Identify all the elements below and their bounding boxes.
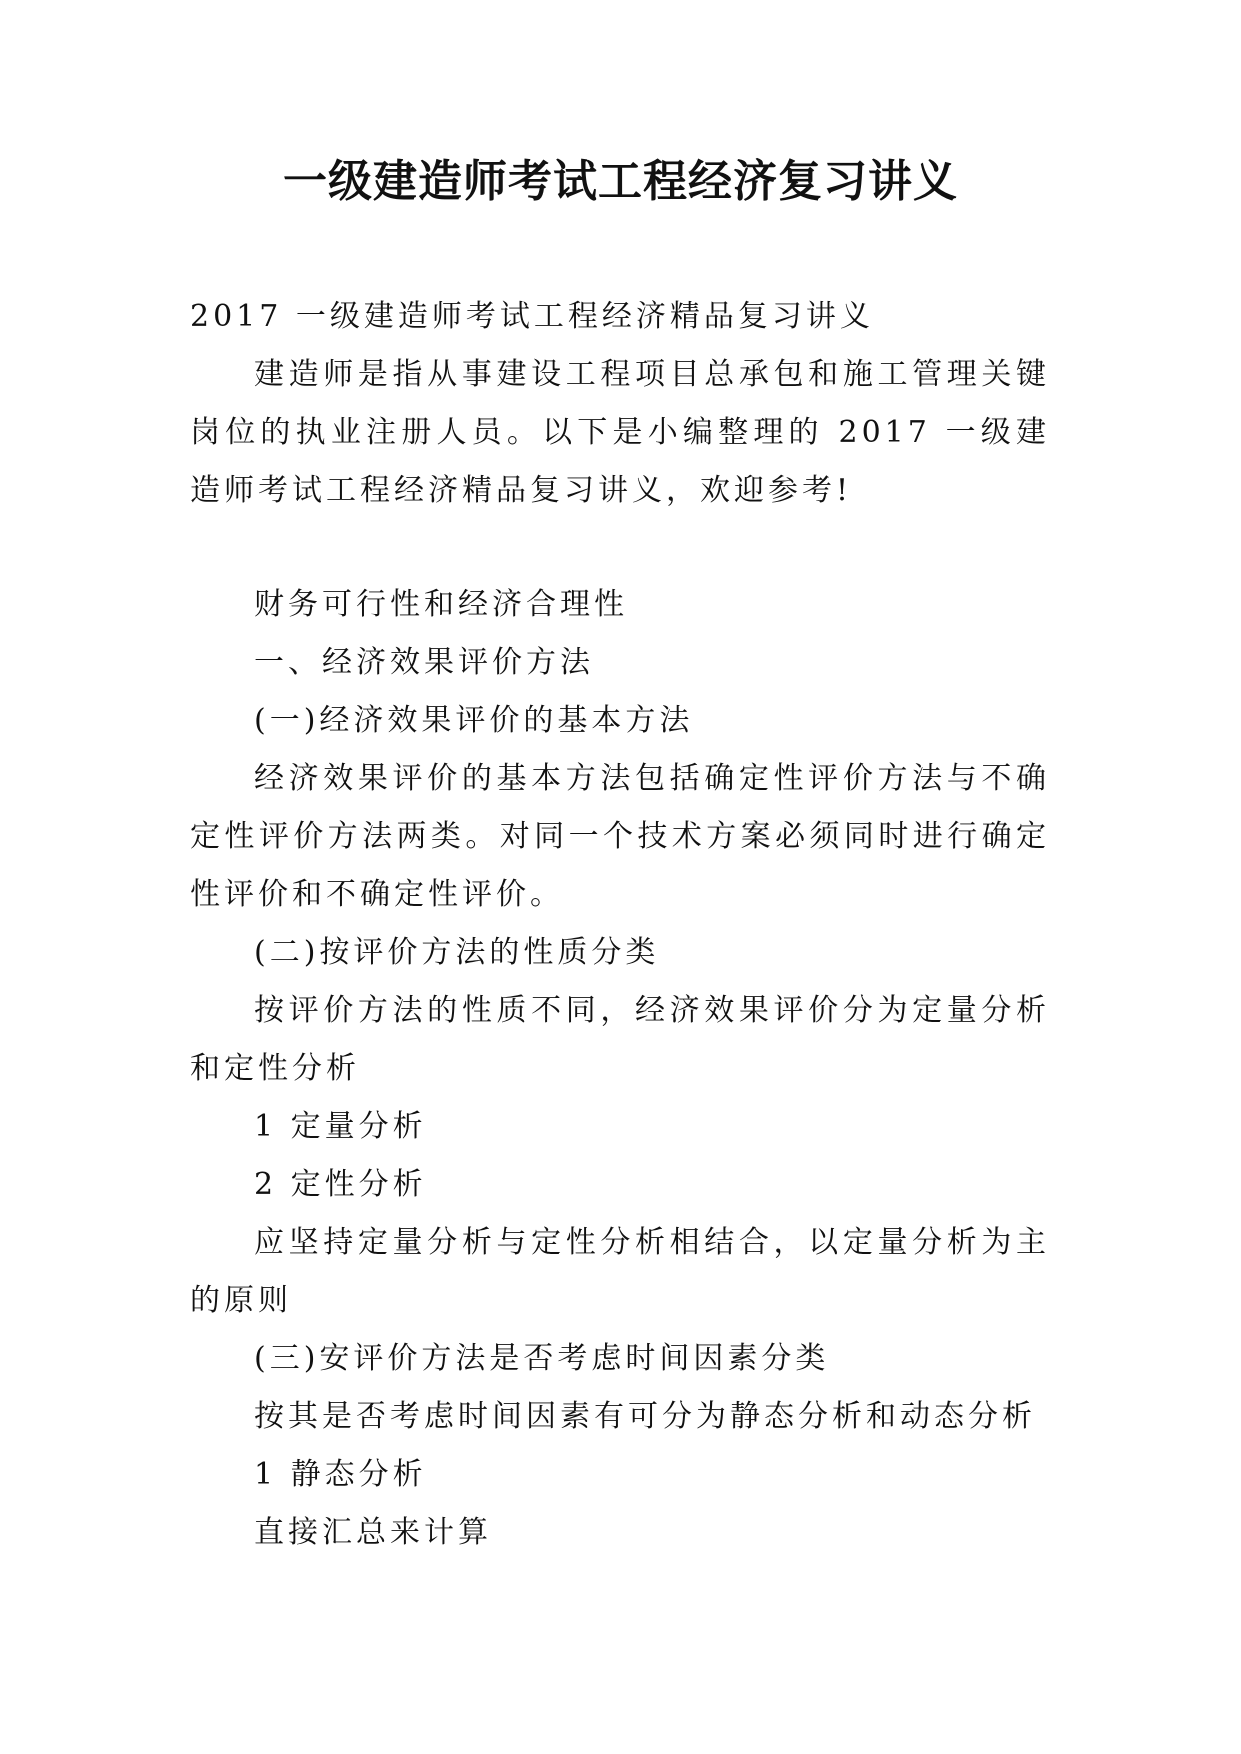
list-item: 1 静态分析 <box>254 1457 427 1492</box>
document-title: 一级建造师考试工程经济复习讲义 <box>283 156 958 207</box>
subsection-heading: (一)经济效果评价的基本方法 <box>254 703 694 738</box>
document-subtitle: 2017 一级建造师考试工程经济精品复习讲义 <box>190 299 874 334</box>
body-paragraph: 直接汇总来计算 <box>254 1515 492 1550</box>
list-item: 2 定性分析 <box>254 1167 427 1202</box>
intro-paragraph: 建造师是指从事建设工程项目总承包和施工管理关键岗位的执业注册人员。以下是小编整理的 2017 一级建造师考试工程经济精品复习讲义，欢迎参考! <box>190 357 1050 508</box>
subsection-heading: (二)按评价方法的性质分类 <box>254 935 660 970</box>
subsection-heading: (三)安评价方法是否考虑时间因素分类 <box>254 1341 830 1376</box>
body-paragraph: 应坚持定量分析与定性分析相结合，以定量分析为主的原则 <box>190 1225 1050 1318</box>
intro-section <box>190 288 1050 520</box>
body-paragraph: 按评价方法的性质不同，经济效果评价分为定量分析和定性分析 <box>190 993 1050 1086</box>
list-item: 1 定量分析 <box>254 1109 427 1144</box>
body-paragraph: 经济效果评价的基本方法包括确定性评价方法与不确定性评价方法两类。对同一个技术方案必须同时进行确定性评价和不确定性评价。 <box>190 761 1050 912</box>
main-content <box>190 576 1050 1562</box>
section-heading: 财务可行性和经济合理性 <box>254 587 628 622</box>
section-heading: 一、经济效果评价方法 <box>254 645 594 680</box>
body-paragraph: 按其是否考虑时间因素有可分为静态分析和动态分析 <box>254 1399 1036 1434</box>
